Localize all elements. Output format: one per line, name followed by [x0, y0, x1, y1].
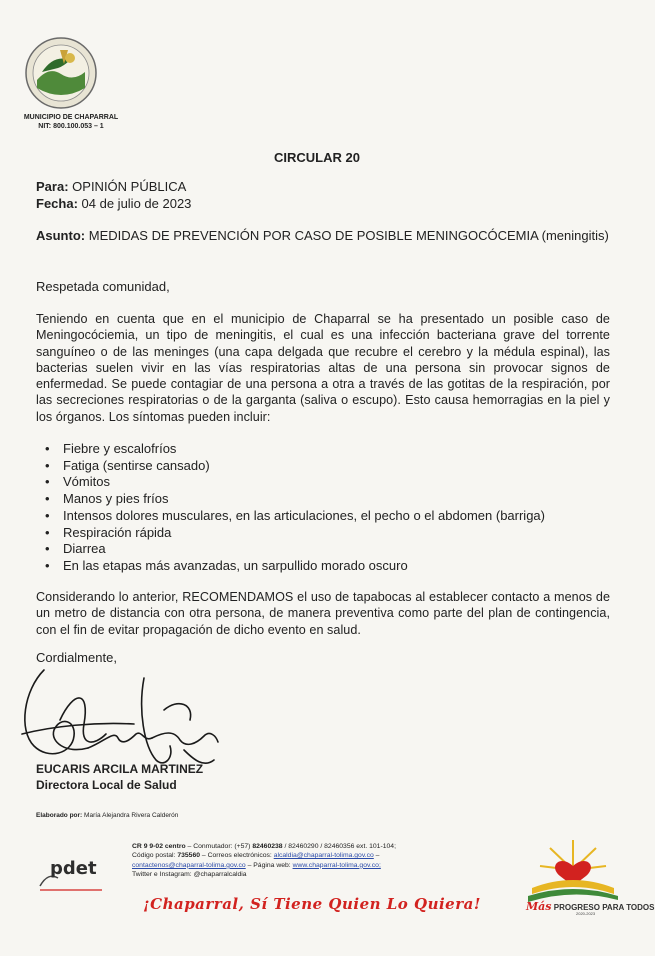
- list-item: • Respiración rápida: [36, 525, 545, 542]
- valediction: Cordialmente,: [36, 650, 117, 665]
- municipality-name: MUNICIPIO DE CHAPARRAL: [23, 114, 119, 121]
- municipal-seal-icon: [24, 36, 98, 110]
- fecha-line: [36, 195, 191, 212]
- footer-slogan: ¡Chaparral, Sí Tiene Quien Lo Quiera!: [143, 895, 481, 913]
- symptom-list: [36, 441, 545, 575]
- footer-email-contactenos[interactable]: contactenos@chaparral-tolima.gov.co: [132, 861, 246, 869]
- footer-contact: CR 9 9-02 centro – Conmutador: (+57) 82460238 / 82460290 / 82460356 ext. 101-104; Código postal: 735560 – Correos electrónicos: alcaldia@chaparral-tolima.gov.co – contactenos@chaparral-tolima.gov.co – Página web: www.chaparral-tolima.gov.co; Twitter e Instagram: @chaparralcaldia: [132, 843, 396, 879]
- paragraph-recommendation: Considerando lo anterior, RECOMENDAMOS el uso de tapabocas al establecer contacto a menos de un metro de distancia con otra persona, de manera preventiva como parte del plan de contingencia, con el fin de evitar propagación de dicho evento en salud.: [36, 590, 610, 637]
- footer-conmutador: – Conmutador: (+57): [187, 843, 251, 850]
- footer-address: CR 9 9-02 centro: [132, 843, 186, 850]
- mas-logo-years: 2020-2023: [576, 911, 596, 916]
- fecha-value: 04 de julio de 2023: [81, 196, 192, 211]
- paragraph-context: Teniendo en cuenta que en el municipio de Chaparral se ha presentado un posible caso de Meningocóciemia, un tipo de meningitis, el cual es una infección bacteriana grave del torrente sanguíneo o de las meninges (una capa delgada que recubre el cerebro y la médula espinal), las bacterias suelen vivir en las vías respiratorias altas de una persona sin provocar signos de enfermedad. Se puede contagiar de una persona a otra a través de las gotitas de la respiración, por las secreciones respiratorias o de la garganta (saliva o escupo). Esto causa hemorragias en la piel y los órganos. Los síntomas pueden incluir:: [36, 312, 610, 424]
- list-item: • Diarrea: [36, 541, 545, 558]
- para-line: [36, 178, 186, 195]
- footer-postal-code: 735560: [177, 852, 201, 860]
- asunto-value: MEDIDAS DE PREVENCIÓN POR CASO DE POSIBLE MENINGOCÓCEMIA (meningitis): [88, 228, 609, 243]
- asunto-line: [36, 228, 610, 244]
- signer-role: Directora Local de Salud: [36, 778, 177, 792]
- prepared-by: [36, 812, 178, 819]
- fecha-label: Fecha:: [36, 196, 78, 211]
- asunto-label: Asunto:: [36, 228, 86, 243]
- footer-phones-other: / 82460290 / 82460356 ext. 101-104;: [284, 843, 396, 850]
- footer-postal-label: Código postal:: [132, 852, 176, 860]
- municipality-nit: NIT: 800.100.053 – 1: [38, 123, 104, 130]
- prepared-name: María Alejandra Rivera Calderón: [84, 812, 179, 819]
- mas-logo-word: Más: [526, 900, 552, 913]
- pdet-logo-icon: [36, 848, 108, 898]
- para-label: Para:: [36, 179, 69, 194]
- list-item: • En las etapas más avanzadas, un sarpullido morado oscuro: [36, 558, 545, 575]
- footer-social: Twitter e Instagram: @chaparralcaldia: [132, 871, 247, 879]
- mas-logo-tagline: PROGRESO PARA TODOS: [553, 903, 655, 912]
- list-item: • Intensos dolores musculares, en las articulaciones, el pecho o el abdomen (barriga): [36, 508, 545, 525]
- list-item: • Fatiga (sentirse cansado): [36, 458, 545, 475]
- footer-phone-main: 82460238: [252, 843, 283, 850]
- footer-emails-label: – Correos electrónicos:: [201, 852, 272, 860]
- footer-website-link[interactable]: www.chaparral-tolima.gov.co;: [292, 861, 381, 869]
- list-item: • Vómitos: [36, 474, 545, 491]
- list-item: • Fiebre y escalofríos: [36, 441, 545, 458]
- prepared-label: Elaborado por:: [36, 812, 83, 819]
- list-item: • Manos y pies fríos: [36, 491, 545, 508]
- circular-title: CIRCULAR 20: [274, 150, 360, 165]
- footer-web-label: – Página web:: [247, 861, 291, 869]
- signer-name: EUCARIS ARCILA MARTINEZ: [36, 762, 204, 776]
- para-value: OPINIÓN PÚBLICA: [72, 179, 187, 194]
- pdet-logo-text: pdet: [50, 858, 97, 879]
- footer-email-alcaldia[interactable]: alcaldia@chaparral-tolima.gov.co: [273, 852, 374, 860]
- greeting: Respetada comunidad,: [36, 279, 170, 294]
